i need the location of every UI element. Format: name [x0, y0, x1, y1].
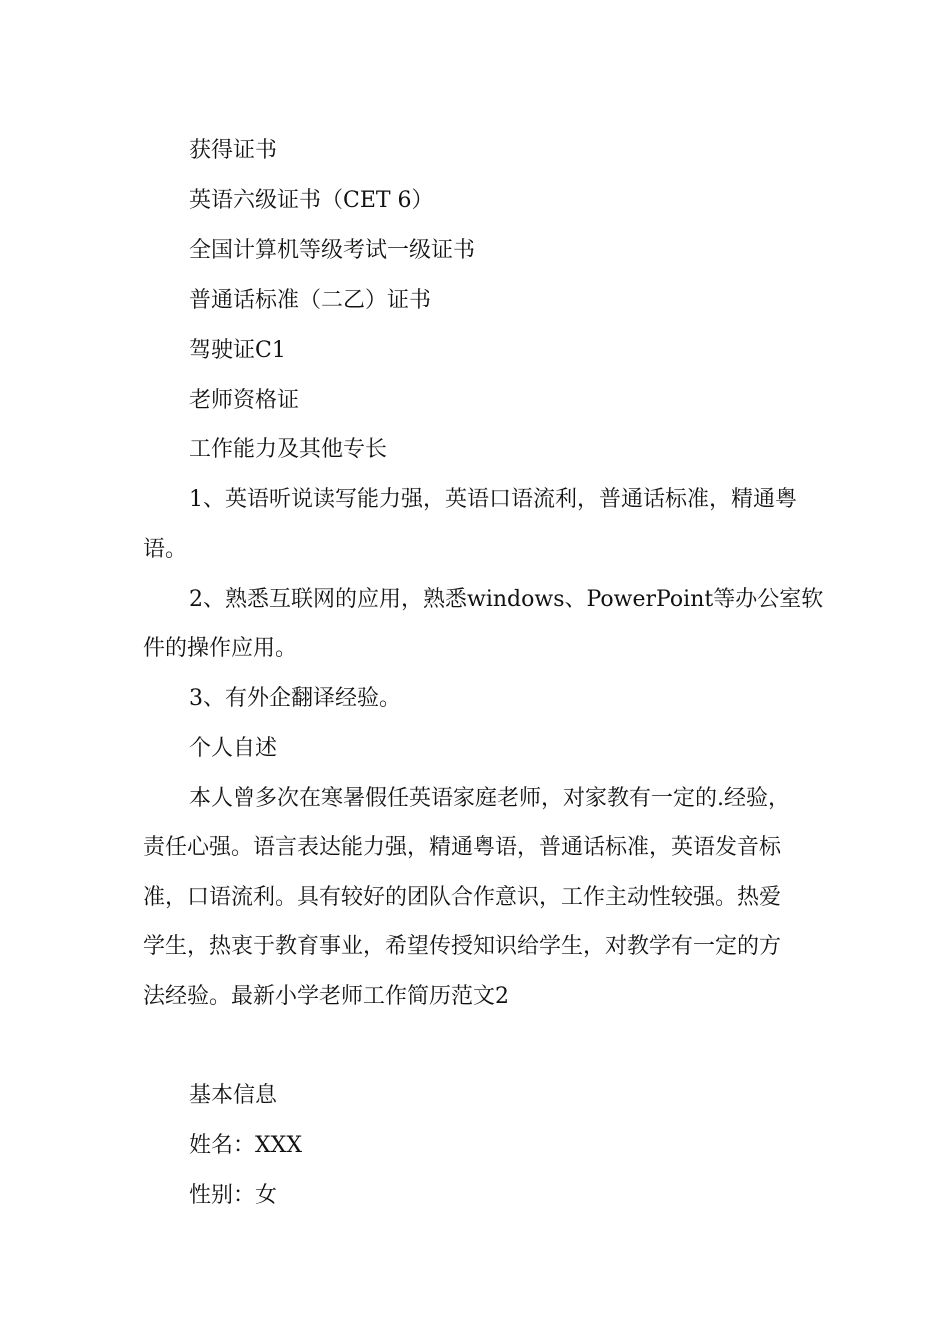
paragraph-line: 学生，热衷于教育事业，希望传授知识给学生，对教学有一定的方 — [143, 934, 782, 959]
info-gender: 性别：女 — [189, 1183, 278, 1208]
paragraph-line: 准，口语流利。具有较好的团队合作意识，工作主动性较强。热爱 — [143, 885, 782, 910]
skill-item-line: 3、有外企翻译经验。 — [189, 686, 401, 711]
info-name: 姓名：XXX — [189, 1133, 302, 1158]
certificate-item: 驾驶证C1 — [189, 338, 286, 363]
certificate-item: 英语六级证书（CET 6） — [189, 188, 434, 213]
skill-item-line: 件的操作应用。 — [143, 636, 298, 661]
paragraph-line: 本人曾多次在寒暑假任英语家庭老师，对家教有一定的.经验， — [189, 786, 790, 811]
paragraph-line: 责任心强。语言表达能力强，精通粤语，普通话标准，英语发音标 — [143, 835, 782, 860]
skill-item-line: 1、英语听说读写能力强，英语口语流利，普通话标准，精通粤 — [189, 487, 797, 512]
certificate-item: 全国计算机等级考试一级证书 — [189, 238, 476, 263]
certificate-item: 普通话标准（二乙）证书 — [189, 288, 432, 313]
heading-certificates: 获得证书 — [189, 138, 278, 163]
heading-self-description: 个人自述 — [189, 736, 278, 761]
heading-basic-info: 基本信息 — [189, 1083, 278, 1108]
skill-item-line: 2、熟悉互联网的应用，熟悉windows、PowerPoint等办公室软 — [189, 587, 824, 612]
certificate-item: 老师资格证 — [189, 388, 300, 413]
skill-item-line: 语。 — [143, 537, 188, 562]
heading-skills: 工作能力及其他专长 — [189, 437, 388, 462]
paragraph-line: 法经验。最新小学老师工作简历范文2 — [143, 984, 509, 1009]
